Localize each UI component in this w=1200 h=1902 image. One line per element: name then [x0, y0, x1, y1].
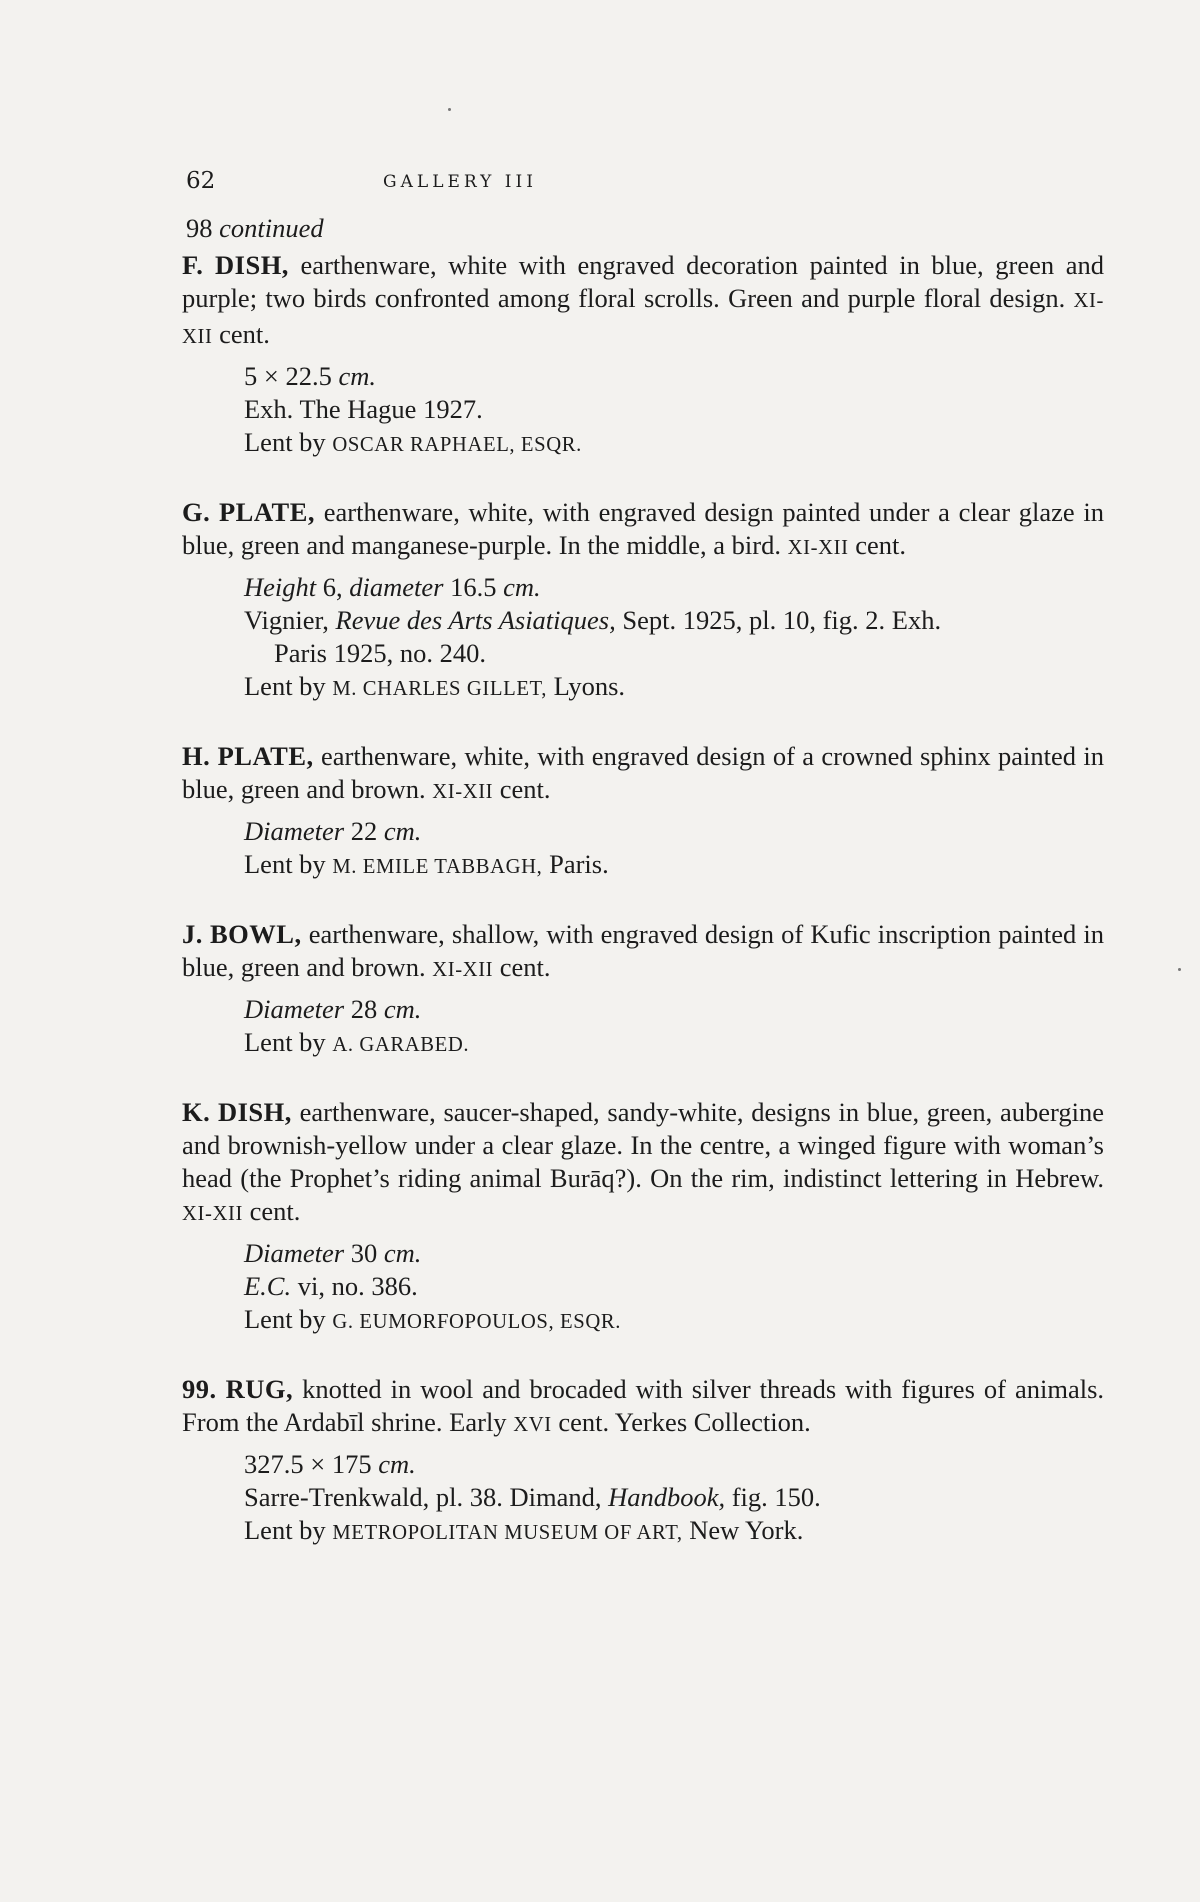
entry-text: earthenware, shallow, with engraved design of Kufic inscription painted in blue, green and brown.: [182, 919, 1105, 982]
entry-lender: Lent by M. EMILE TABBAGH, Paris.: [244, 849, 609, 879]
entry-number: 99.: [182, 1374, 217, 1404]
entry-h: [182, 740, 1104, 884]
entry-j: [182, 918, 1104, 1062]
entry-text: earthenware, white, with engraved design of a crowned sphinx painted in blue, green and brown.: [182, 741, 1105, 804]
entry-dimensions: Height 6, diameter 16.5 cm.: [244, 572, 541, 602]
entry-date: XI-XII: [787, 537, 849, 559]
entry-date: XVI: [513, 1414, 552, 1436]
page-body: [182, 212, 1104, 1584]
entry-dimensions: Diameter 22 cm.: [244, 816, 422, 846]
entry-text: earthenware, white, with engraved design painted under a clear glaze in blue, green and manganese-purple. In the middle, a bird.: [182, 497, 1105, 560]
entry-cent: cent. Yerkes Collection.: [558, 1407, 811, 1437]
entry-lender: Lent by METROPOLITAN MUSEUM OF ART, New York.: [244, 1515, 804, 1545]
entry-letter: H.: [182, 741, 211, 771]
entry-date: XI-XII: [182, 1203, 243, 1225]
entry-description: [182, 1373, 1104, 1442]
entry-lender: Lent by G. EUMORFOPOULOS, ESQR.: [244, 1304, 621, 1334]
entry-99: [182, 1373, 1104, 1550]
page-header: [186, 168, 734, 198]
entry-cent: cent.: [219, 319, 270, 349]
entry-date: XI-XII: [432, 781, 494, 803]
entry-letter: F.: [182, 250, 204, 280]
entry-lender: Lent by M. CHARLES GILLET, Lyons.: [244, 671, 626, 701]
entry-cent: cent.: [855, 530, 906, 560]
entry-title: DISH,: [215, 250, 289, 280]
entry-cent: cent.: [499, 774, 551, 804]
entry-g: [182, 496, 1104, 706]
continued-line: [186, 212, 1104, 245]
entry-description: [182, 740, 1104, 809]
entry-lender: Lent by A. GARABED.: [244, 1027, 470, 1057]
entry-letter: G.: [182, 497, 211, 527]
entry-reference: E.C. vi, no. 386.: [244, 1271, 418, 1301]
entry-text: earthenware, white with engraved decoration painted in blue, green and purple; two birds confronted among floral scrolls. Green and purple floral design.: [182, 250, 1104, 313]
entry-letter: J.: [182, 919, 203, 949]
entry-date: XI-XII: [432, 959, 494, 981]
entry-description: [182, 496, 1104, 565]
continued-number: 98: [186, 213, 213, 243]
entry-text: knotted in wool and brocaded with silver threads with figures of animals. From the Ardabīl shrine. Early: [182, 1374, 1105, 1437]
entry-dimensions: Diameter 30 cm.: [244, 1238, 422, 1268]
entry-k: [182, 1096, 1104, 1339]
entry-text: earthenware, saucer-shaped, sandy-white, designs in blue, green, aubergine and brownish-yellow under a clear glaze. In the centre, a winged figure with woman’s head (the Prophet’s riding animal Burāq?). On the rim, indistinct lettering in Hebrew.: [182, 1097, 1105, 1193]
continued-label: continued: [219, 213, 324, 243]
entry-title: DISH,: [217, 1097, 292, 1127]
entry-title: RUG,: [225, 1374, 294, 1404]
speck: [1178, 968, 1181, 971]
page-number: 62: [186, 168, 216, 194]
entry-reference: Vignier, Revue des Arts Asiatiques, Sept. 1925, pl. 10, fig. 2. Exh. Paris 1925, no. 240.: [244, 605, 942, 668]
running-head: GALLERY III: [383, 172, 537, 192]
entry-dimensions: Diameter 28 cm.: [244, 994, 422, 1024]
entry-letter: K.: [182, 1097, 211, 1127]
entry-exhibition: Exh. The Hague 1927.: [244, 394, 483, 424]
entry-cent: cent.: [249, 1196, 301, 1226]
entry-title: PLATE,: [218, 497, 315, 527]
entry-dimensions: 5 × 22.5 cm.: [244, 361, 376, 391]
entry-reference: Sarre-Trenkwald, pl. 38. Dimand, Handbook, fig. 150.: [244, 1482, 821, 1512]
entry-dimensions: 327.5 × 175 cm.: [244, 1449, 416, 1479]
entry-description: [182, 918, 1104, 987]
speck: [448, 108, 451, 111]
entry-description: [182, 1096, 1104, 1231]
entry-title: PLATE,: [217, 741, 314, 771]
entry-cent: cent.: [499, 952, 551, 982]
entry-title: BOWL,: [210, 919, 302, 949]
entry-date: XI-XII: [182, 290, 1104, 348]
entry-description: [182, 249, 1104, 354]
entry-f: [182, 249, 1104, 462]
entry-lender: Lent by OSCAR RAPHAEL, ESQR.: [244, 427, 582, 457]
